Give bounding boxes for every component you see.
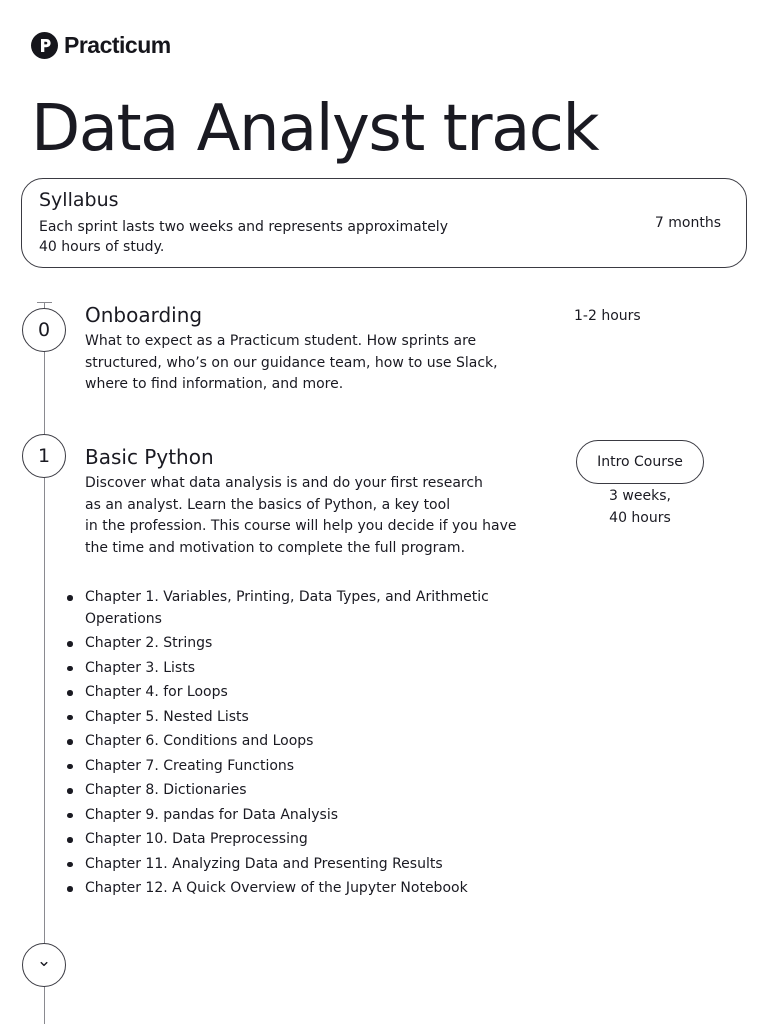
section-title-onboarding: Onboarding xyxy=(85,303,203,327)
chapter-item: Chapter 9. pandas for Data Analysis xyxy=(85,805,525,827)
practicum-p-icon xyxy=(31,32,58,59)
syllabus-title: Syllabus xyxy=(39,189,119,211)
description-line: as an analyst. Learn the basics of Python, a key tool xyxy=(85,496,451,513)
chapter-item: Chapter 8. Dictionaries xyxy=(85,780,525,802)
syllabus-card xyxy=(21,178,747,268)
basic-python-duration xyxy=(576,486,704,529)
duration-line: 3 weeks, xyxy=(609,488,671,504)
description-line: Discover what data analysis is and do your first research xyxy=(85,475,483,491)
section-description-onboarding xyxy=(85,331,505,396)
description-line: the time and motivation to complete the full program. xyxy=(85,539,466,556)
duration-line: 40 hours xyxy=(609,509,671,526)
chapter-item: Chapter 7. Creating Functions xyxy=(85,756,525,778)
expand-next-button[interactable] xyxy=(22,943,66,987)
chapter-item: Chapter 1. Variables, Printing, Data Types, and Arithmetic Operations xyxy=(85,587,525,630)
chapter-item: Chapter 3. Lists xyxy=(85,658,525,680)
chapter-item: Chapter 2. Strings xyxy=(85,633,525,655)
timeline-line xyxy=(44,303,45,1024)
page-title: Data Analyst track xyxy=(31,92,599,166)
chapter-list xyxy=(85,587,525,903)
description-line: What to expect as a Practicum student. How sprints are xyxy=(85,333,477,349)
syllabus-description xyxy=(39,217,479,257)
syllabus-description-line: 40 hours of study. xyxy=(39,239,165,255)
chevron-down-icon xyxy=(37,954,51,976)
onboarding-duration: 1-2 hours xyxy=(574,308,641,324)
chapter-item: Chapter 6. Conditions and Loops xyxy=(85,731,525,753)
syllabus-duration: 7 months xyxy=(654,215,721,231)
chapter-item: Chapter 12. A Quick Overview of the Jupyter Notebook xyxy=(85,878,525,900)
brand-name: Practicum xyxy=(64,32,171,58)
section-description-basic-python xyxy=(85,473,525,559)
description-line: in the profession. This course will help you decide if you have xyxy=(85,518,517,534)
section-title-basic-python: Basic Python xyxy=(85,445,214,469)
chapter-item: Chapter 5. Nested Lists xyxy=(85,707,525,729)
step-number-1: 1 xyxy=(22,434,66,478)
brand-logo[interactable] xyxy=(31,32,171,59)
description-line: where to find information, and more. xyxy=(85,376,344,392)
chapter-item: Chapter 11. Analyzing Data and Presenting Results xyxy=(85,854,525,876)
description-line: structured, who’s on our guidance team, how to use Slack, xyxy=(85,354,498,371)
chapter-item: Chapter 10. Data Preprocessing xyxy=(85,829,525,851)
syllabus-description-line: Each sprint lasts two weeks and represents approximately xyxy=(39,219,448,235)
step-number-0: 0 xyxy=(22,308,66,352)
intro-course-badge: Intro Course xyxy=(576,440,704,484)
chapter-item: Chapter 4. for Loops xyxy=(85,682,525,704)
